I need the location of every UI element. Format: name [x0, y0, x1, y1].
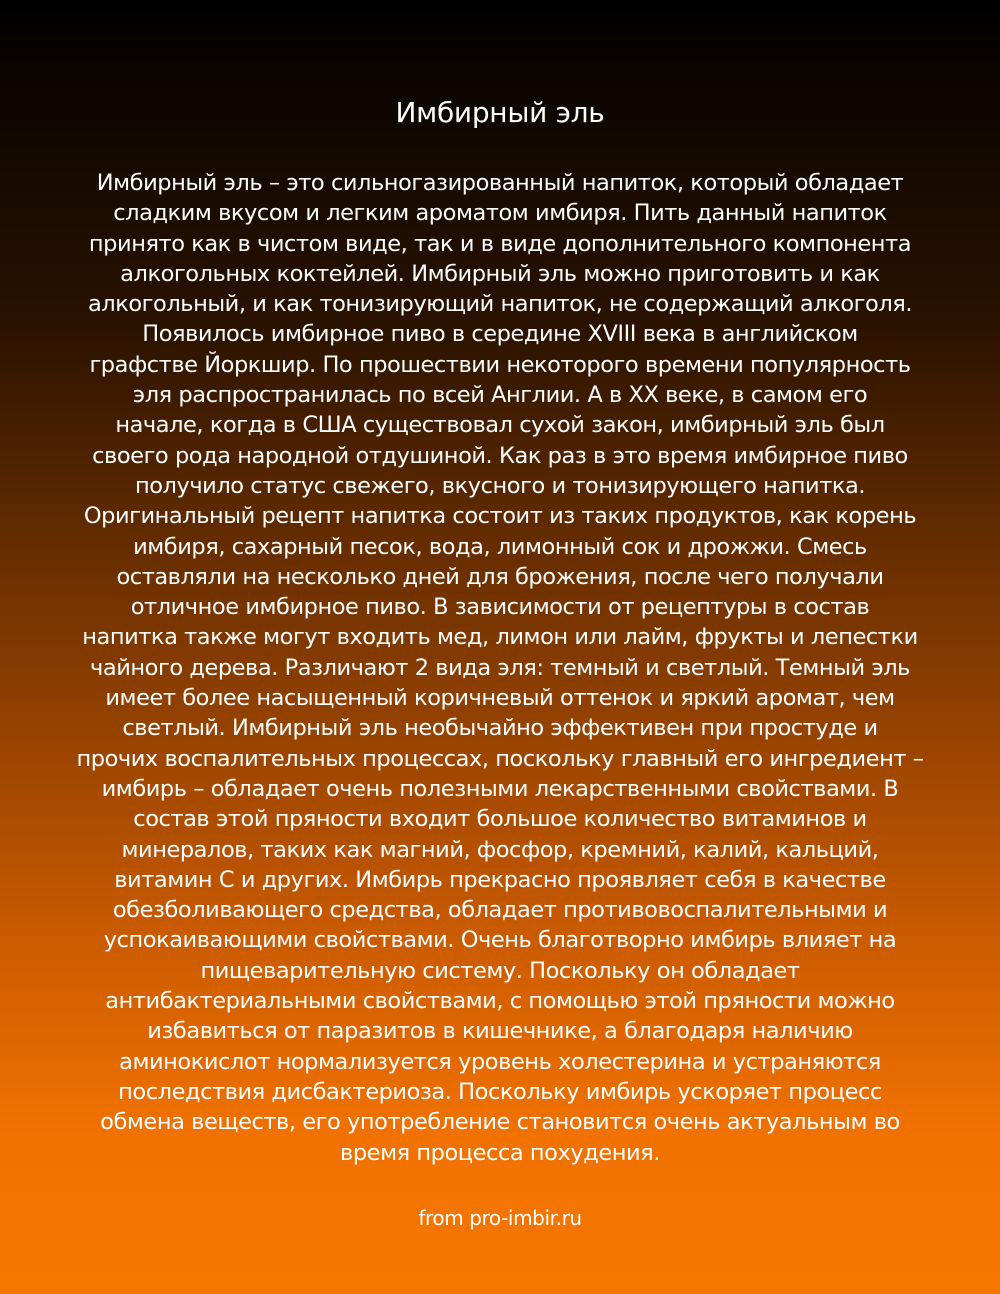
article-line: отличное имбирное пиво. В зависимости от рецептуры в состав — [130, 594, 870, 621]
article-line: алкогольный, и как тонизирующий напиток, не содержащий алкоголя. — [87, 291, 913, 318]
article-line: начале, когда в США существовал сухой закон, имбирный эль был — [115, 412, 885, 439]
article-line: получило статус свежего, вкусного и тонизирующего напитка. — [134, 472, 866, 499]
article-line: имеет более насыщенный коричневый оттенок и яркий аромат, чем — [105, 685, 895, 712]
article-line: имбирь – обладает очень полезными лекарственными свойствами. В — [101, 775, 899, 802]
article-line: Имбирный эль – это сильногазированный напиток, который обладает — [96, 170, 904, 196]
article-line: чайного дерева. Различают 2 вида эля: темный и светлый. Темный эль — [90, 654, 910, 681]
article-line: пищеварительную систему. Поскольку он обладает — [200, 957, 800, 984]
article-body — [60, 168, 940, 1168]
article-line: графстве Йоркшир. По прошествии некоторого времени популярность — [89, 351, 911, 378]
article-line: Оригинальный рецепт напитка состоит из таких продуктов, как корень — [83, 503, 917, 530]
article-line: минералов, таких как магний, фосфор, кремний, калий, кальций, — [121, 836, 879, 863]
article-line: Появилось имбирное пиво в середине XVIII века в английском — [142, 321, 858, 348]
article-line: антибактериальными свойствами, с помощью этой пряности можно — [105, 988, 895, 1015]
article-line: аминокислот нормализуется уровень холестерина и устраняются — [119, 1048, 881, 1075]
article-line: оставляли на несколько дней для брожения, после чего получали — [116, 563, 884, 590]
article-line: принято как в чистом виде, так и в виде дополнительного компонента — [88, 230, 912, 257]
article-line: алкогольных коктейлей. Имбирный эль можно приготовить и как — [120, 260, 880, 287]
article-line: успокаивающими свойствами. Очень благотворно имбирь влияет на — [103, 927, 897, 954]
article-line: эля распространилась по всей Англии. А в XX веке, в самом его — [132, 382, 868, 409]
article-line: светлый. Имбирный эль необычайно эффективен при простуде и — [122, 715, 878, 742]
article-line: обезболивающего средства, обладает противовоспалительными и — [112, 897, 888, 924]
article-title: Имбирный эль — [395, 96, 605, 129]
source-credit: from pro-imbir.ru — [418, 1206, 582, 1230]
article-line: витамин С и других. Имбирь прекрасно проявляет себя в качестве — [114, 866, 886, 893]
article-line: напитка также могут входить мед, лимон или лайм, фрукты и лепестки — [82, 624, 918, 651]
article-line: избавиться от паразитов в кишечнике, а благодаря наличию — [147, 1018, 853, 1045]
article-line: своего рода народной отдушиной. Как раз в это время имбирное пиво — [92, 442, 908, 469]
article-line: состав этой пряности входит большое количество витаминов и — [133, 806, 867, 833]
article-line: обмена веществ, его употребление становится очень актуальным во — [100, 1109, 900, 1136]
article-line: последствия дисбактериоза. Поскольку имбирь ускоряет процесс — [118, 1078, 882, 1105]
article-line: сладким вкусом и легким ароматом имбиря. Пить данный напиток — [113, 200, 887, 227]
article-line: имбиря, сахарный песок, вода, лимонный сок и дрожжи. Смесь — [133, 533, 867, 560]
article-line: время процесса похудения. — [340, 1139, 660, 1166]
article-line: прочих воспалительных процессах, поскольку главный его ингредиент – — [76, 745, 924, 772]
